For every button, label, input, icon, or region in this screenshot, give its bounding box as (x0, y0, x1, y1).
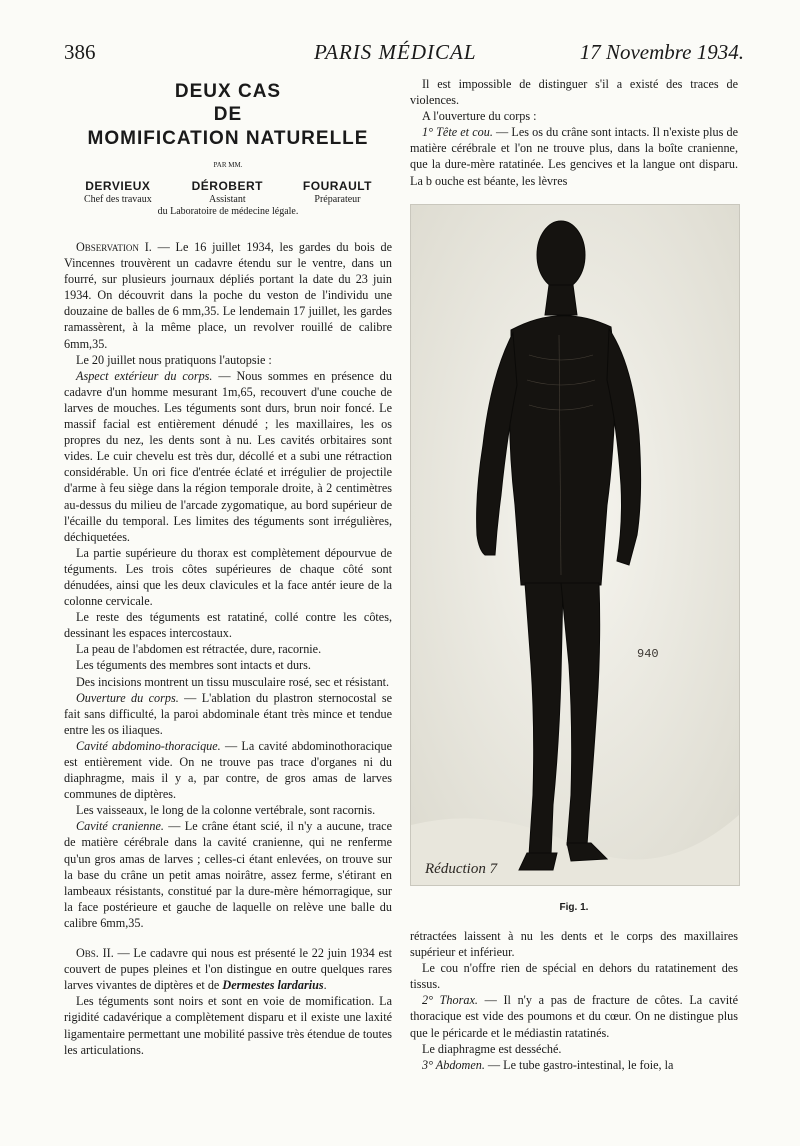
journal-name: PARIS MÉDICAL (314, 40, 477, 64)
author (84, 179, 152, 205)
paragraph: 1° Tête et cou. — Les os du crâne sont intacts. Il n'existe plus de matière cérébrale et l'on ne trouve plus, dans la boîte cranienne, que la dure-mère ratatinée. Les gencives et la langue ont disparu. La b ouche est béante, les lèvres (410, 125, 738, 188)
author-name: DÉROBERT (191, 179, 263, 193)
right-column-bottom (410, 928, 738, 1073)
author-role: Assistant (208, 194, 246, 205)
paragraph: Les vaisseaux, le long de la colonne vertébrale, sont racornis. (76, 803, 376, 818)
paragraph: Le cou n'offre rien de spécial en dehors du ratatinement des tissus. (410, 961, 738, 992)
species-name: Dermestes lardarius (222, 978, 324, 993)
author (303, 179, 372, 205)
section-label: 2° Thorax. (422, 993, 478, 1008)
left-body-text (64, 239, 392, 1058)
author-role: Chef des travaux (83, 194, 152, 205)
paragraph: La partie supérieure du thorax est complètement dépourvue de téguments. Les trois côtes supérieures de chaque côté sont dénudées, ainsi que les deux clavicules et la face antér ieure de la colonne cervicale. (64, 545, 392, 609)
right-column-top (410, 76, 738, 189)
paragraph: Les téguments des membres sont intacts et durs. (76, 658, 311, 673)
paragraph: 2° Thorax. — Il n'y a pas de fracture de côtes. La cavité thoracique est vide des poumons et du cœur. On ne distingue plus que le péricarde et le médiastin ratatinés. (410, 993, 738, 1040)
section-label: 1° Tête et cou. (422, 125, 493, 140)
issue-date: 17 Novembre 1934. (579, 40, 744, 64)
author (192, 179, 263, 205)
paragraph: Le diaphragme est desséché. (422, 1041, 562, 1056)
title-line-2: DE (213, 104, 243, 125)
observation-label: Observation I. (76, 240, 152, 254)
paragraph: Ouverture du corps. — L'ablation du plastron sternocostal se fait sans difficulté, la paroi abdominale étant très mince et tendue entre les os iliaques. (64, 690, 392, 737)
author-name: FOURAULT (302, 179, 373, 193)
title-line-3: MOMIFICATION NATURELLE (87, 128, 369, 149)
paragraph: Observation I. — Le 16 juillet 1934, les gardes du bois de Vincennes trouvèrent un cadavre étendu sur le ventre, dans un fourré, sur plusieurs journaux dépliés portant la date du 23 juin 1934. On découvrit dans la poche du veston de l'individu une douzaine de balles de 6 mm,35. Le lendemain 17 juillet, les gardes ramassèrent, à la même place, un revolver rouillé de calibre 6mm,35. (64, 240, 392, 351)
paragraph: 3° Abdomen. — Le tube gastro-intestinal, le foie, la (422, 1057, 674, 1072)
author-name: DERVIEUX (85, 179, 151, 193)
mummified-body-photo (411, 205, 739, 885)
section-label: 3° Abdomen. (422, 1057, 485, 1072)
section-label: Ouverture du corps. (76, 690, 179, 705)
specimen-number: 940 (637, 647, 659, 661)
paragraph: Les téguments sont noirs et sont en voie de momification. La rigidité cadavérique a complètement disparu et il existe une laxité ligamentaire permettant une mobilité passive très étendue de toutes les articulations. (64, 994, 392, 1057)
paragraph: Aspect extérieur du corps. — Nous sommes en présence du cadavre d'un homme mesurant 1m,65, recouvert d'une couche de larves de mouches. Les téguments sont durs, brun noir foncé. Le massif facial est entièrement dénudé ; les maxillaires, les os propres du nez, les dents sont à nu. Les cavités orbitaires sont vides. Le cuir chevelu est très dur, décollé et a subi une rétraction considérable. Un ori fice d'entrée éclaté et irrégulier de projectile d'arme à feu siège dans la région temporale droite, à 2 centimètres au-dessus du milieu de l'arcade zygomatique, au bord supérieur de l'écaille du temporal. Les limites des téguments sont irrégulières, déchiquetées. (64, 368, 392, 544)
paragraph: Le reste des téguments est ratatiné, collé contre les côtes, dessinant les espaces intercostaux. (64, 610, 392, 641)
reduction-annotation: Réduction 7 (425, 861, 498, 877)
left-column (64, 80, 392, 1058)
section-label: Cavité abdomino-thoracique. (76, 738, 221, 753)
paragraph: Obs. II. — Le cadavre qui nous est présenté le 22 juin 1934 est couvert de pupes pleines et l'on distingue en outre quelques rares larves vivantes de diptères et de Dermestes lardarius. (64, 946, 392, 993)
observation-label: Obs. II. (76, 946, 114, 961)
paragraph: Des incisions montrent un tissu musculaire rosé, sec et résistant. (76, 674, 390, 689)
paragraph: Il est impossible de distinguer s'il a existé des traces de violences. (410, 77, 738, 108)
paragraph: Cavité abdomino-thoracique. — La cavité abdominothoracique est entièrement vide. On ne trouve pas trace d'organes ni du diaphragme, mais il y a, par contre, de gros amas de larves communes de diptères. (64, 738, 392, 802)
article-title-block (64, 80, 392, 217)
figure-photograph (410, 204, 740, 886)
page-number: 386 (64, 40, 96, 64)
section-label: Aspect extérieur du corps. (76, 368, 213, 383)
figure-caption: Fig. 1. (559, 902, 589, 913)
page-header (64, 40, 744, 68)
affiliation: du Laboratoire de médecine légale. (157, 206, 299, 217)
paragraph: rétractées laissent à nu les dents et le corps des maxillaires supérieur et inférieur. (410, 929, 738, 960)
author-role: Préparateur (314, 194, 361, 205)
paragraph: Le 20 juillet nous pratiquons l'autopsie : (76, 352, 272, 367)
par-mm: PAR MM. (213, 161, 243, 169)
title-line-1: DEUX CAS (174, 81, 282, 102)
section-label: Cavité cranienne. (76, 819, 164, 834)
author-list (64, 179, 392, 205)
paragraph: A l'ouverture du corps : (422, 109, 537, 124)
paragraph: La peau de l'abdomen est rétractée, dure, racornie. (76, 642, 322, 657)
paragraph: Cavité cranienne. — Le crâne étant scié, il n'y a aucune, trace de matière cérébrale dans la cavité cranienne, qui ne renferme qu'un gros amas de larves ; celles-ci étant enlevées, on trouve sur la base du crâne un petit amas noirâtre, assez ferme, s'étirant en lambeaux résistants, constitué par la dure-mère hémorragique, sur la face postérieure et gauche de laquelle on relève une balle du calibre 6mm,35. (64, 819, 392, 930)
